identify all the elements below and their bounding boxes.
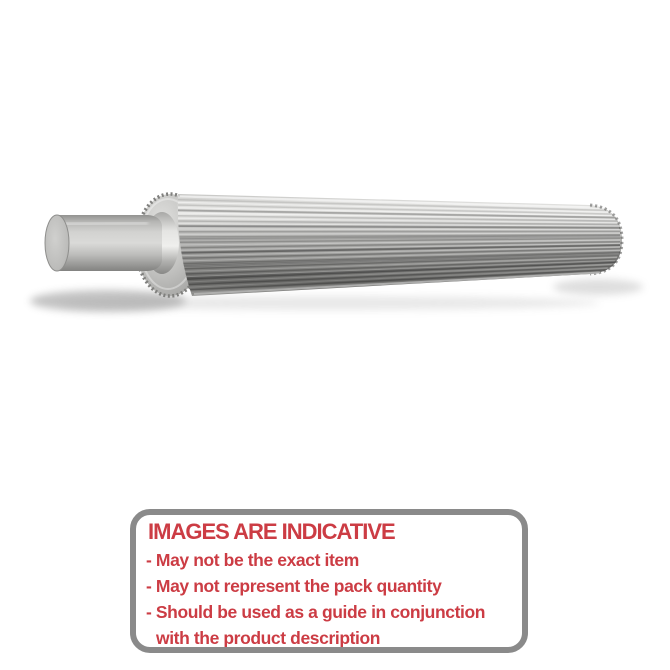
shaft-end-face: [45, 215, 69, 271]
disclaimer-box: [130, 509, 528, 653]
disclaimer-title: IMAGES ARE INDICATIVE: [148, 519, 395, 544]
disclaimer-line-3: - Should be used as a guide in conjunction: [146, 602, 486, 622]
disclaimer-line-4: with the product description: [156, 628, 381, 648]
disclaimer-line-2: - May not represent the pack quantity: [146, 576, 442, 596]
pulley-bar: [178, 194, 622, 296]
pilot-shaft: [45, 215, 162, 271]
disclaimer-line-1: - May not be the exact item: [146, 550, 359, 570]
